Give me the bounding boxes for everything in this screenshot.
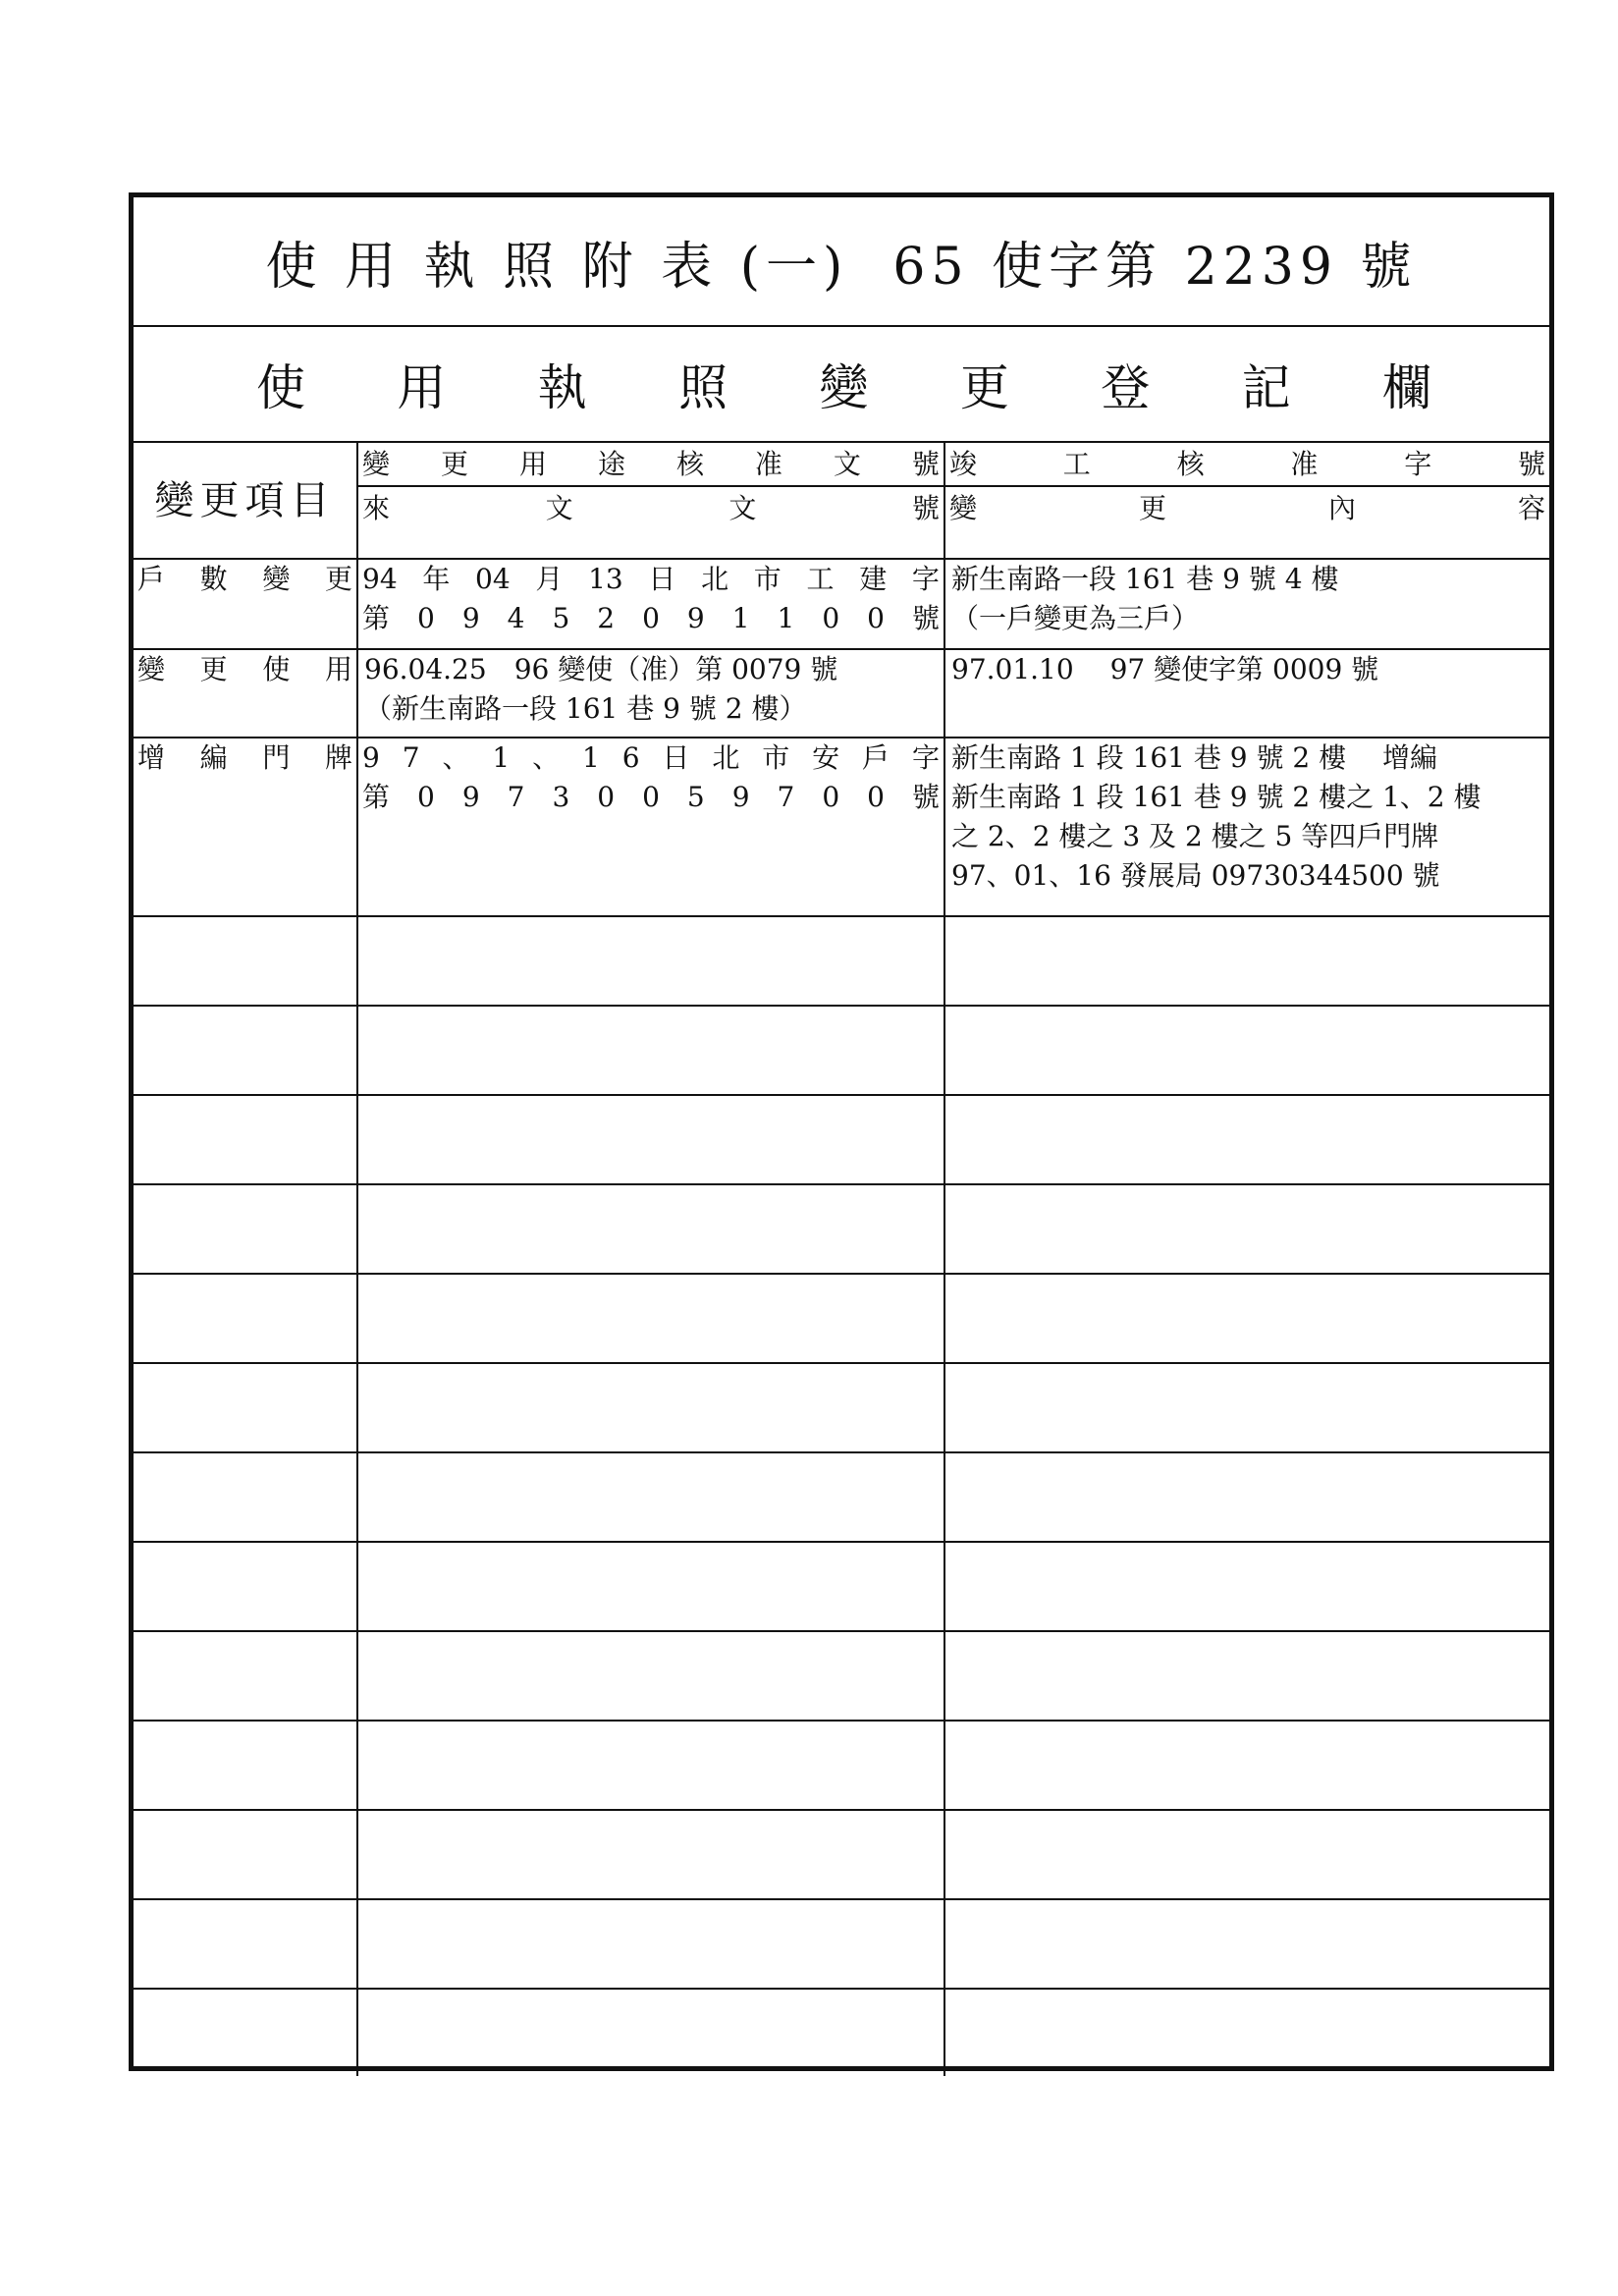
title-prefix: 使 用 執 照 附 表 (一) (265, 237, 849, 297)
row-item: 戶 數 變 更 (134, 559, 357, 649)
row-content: 97.01.10 97 變使字第 0009 號 (944, 649, 1549, 738)
title-number: 65 使字第 2239 號 (892, 237, 1418, 297)
empty-row (134, 916, 1549, 1006)
table-header-row (134, 443, 1549, 559)
header-approval-no: 變 更 用 途 核 准 文 號 (362, 448, 940, 480)
empty-row (134, 1006, 1549, 1095)
row-item: 變 更 使 用 (134, 649, 357, 738)
empty-row (134, 1721, 1549, 1810)
empty-row (134, 1095, 1549, 1184)
row-item: 增 編 門 牌 (134, 738, 357, 916)
empty-row (134, 1989, 1549, 2076)
header-change-content: 變 更 內 容 (945, 485, 1549, 529)
empty-row (134, 1274, 1549, 1363)
row-doc-no: 9 7 、 1 、 1 6 日 北 市 安 戶 字 第 0 9 7 3 0 0 5 9 7 0 0 號 (357, 738, 944, 916)
table-row (134, 559, 1549, 649)
header-incoming-no: 來 文 文 號 (358, 485, 944, 529)
empty-row (134, 1184, 1549, 1274)
header-change-item: 變更項目 (134, 443, 357, 559)
empty-row (134, 1631, 1549, 1721)
row-content: 新生南路一段 161 巷 9 號 4 樓 （一戶變更為三戶） (944, 559, 1549, 649)
empty-row (134, 1363, 1549, 1452)
row-doc-no: 96.04.25 96 變使（准）第 0079 號 （新生南路一段 161 巷 9 號 2 樓） (357, 649, 944, 738)
empty-row (134, 1542, 1549, 1631)
empty-row (134, 1810, 1549, 1899)
license-annex-form (129, 192, 1554, 2071)
table-row (134, 649, 1549, 738)
table-row (134, 738, 1549, 916)
empty-row (134, 1452, 1549, 1542)
header-content-col (944, 443, 1549, 559)
header-completion-no: 竣 工 核 准 字 號 (949, 448, 1545, 480)
empty-row (134, 1899, 1549, 1989)
form-title (134, 197, 1549, 327)
form-subtitle: 使 用 執 照 變 更 登 記 欄 (134, 327, 1549, 443)
row-content: 新生南路 1 段 161 巷 9 號 2 樓 增編 新生南路 1 段 161 巷 9 號 2 樓之 1、2 樓 之 2、2 樓之 3 及 2 樓之 5 等四戶門牌 97、01、16 發展局 09730344500 號 (944, 738, 1549, 916)
change-record-table (134, 443, 1549, 2076)
header-doc-col (357, 443, 944, 559)
row-doc-no: 94 年 04 月 13 日 北 市 工 建 字 第 0 9 4 5 2 0 9 1 1 0 0 號 (357, 559, 944, 649)
